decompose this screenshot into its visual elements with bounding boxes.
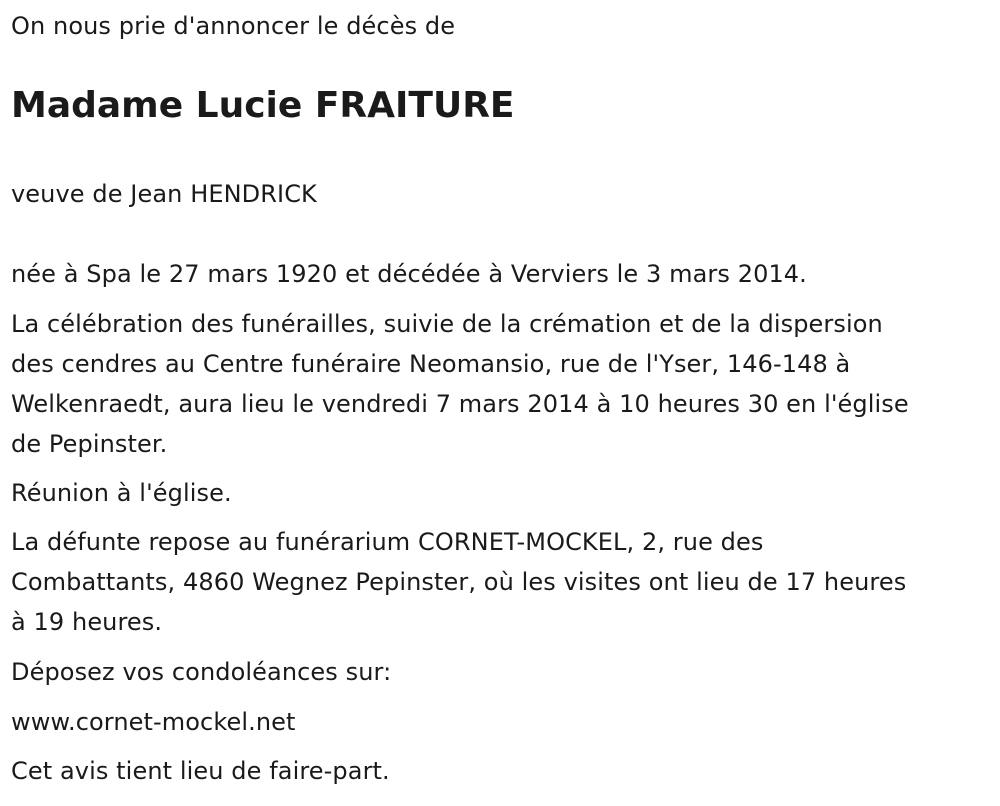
ceremony-line: des cendres au Centre funéraire Neomansio, rue de l'Yser, 146-148 à xyxy=(11,350,851,378)
ceremony-line: Welkenraedt, aura lieu le vendredi 7 mars 2014 à 10 heures 30 en l'église xyxy=(11,390,909,418)
announcement-intro: On nous prie d'annoncer le décès de xyxy=(11,12,456,40)
reunion-note: Réunion à l'église. xyxy=(11,479,232,507)
closing-note: Cet avis tient lieu de faire-part. xyxy=(11,757,390,785)
ceremony-line: La célébration des funérailles, suivie de la crémation et de la dispersion xyxy=(11,310,883,338)
widow-of: veuve de Jean HENDRICK xyxy=(11,180,317,208)
funeral-home-details xyxy=(11,522,991,642)
deceased-name: Madame Lucie FRAITURE xyxy=(11,85,515,126)
ceremony-details xyxy=(11,304,991,464)
funeral-home-line: Combattants, 4860 Wegnez Pepinster, où les visites ont lieu de 17 heures xyxy=(11,568,907,596)
funeral-home-line: La défunte repose au funérarium CORNET-MOCKEL, 2, rue des xyxy=(11,528,764,556)
condolences-website: www.cornet-mockel.net xyxy=(11,708,296,736)
funeral-home-line: à 19 heures. xyxy=(11,608,163,636)
birth-death-details: née à Spa le 27 mars 1920 et décédée à Verviers le 3 mars 2014. xyxy=(11,260,807,288)
ceremony-line: de Pepinster. xyxy=(11,430,168,458)
condolences-label: Déposez vos condoléances sur: xyxy=(11,658,392,686)
